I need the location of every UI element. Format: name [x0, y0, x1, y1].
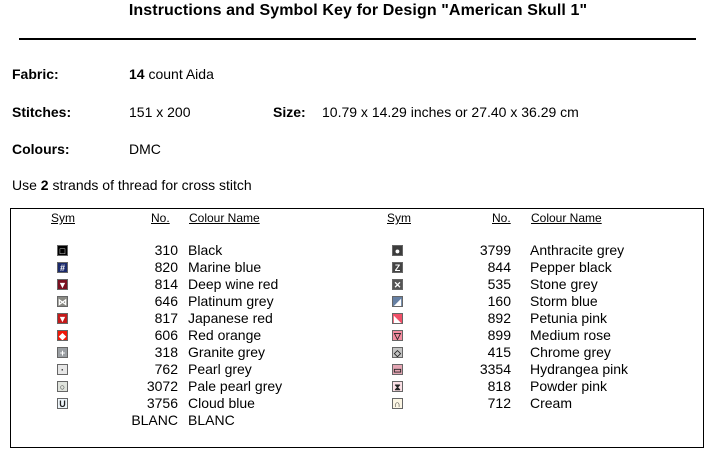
colour-name: Medium rose [530, 327, 611, 343]
dmc-number: 3072 [146, 378, 178, 394]
table-row [11, 310, 701, 327]
color-symbol-icon: ◣ [392, 313, 403, 324]
color-symbol-icon: # [57, 262, 68, 273]
color-symbol-icon: ⋈ [58, 297, 67, 307]
table-row [11, 293, 701, 310]
colour-name: Deep wine red [188, 276, 279, 292]
color-symbol-icon: ◆ [57, 330, 68, 341]
dmc-number: 817 [154, 310, 178, 326]
dmc-number: 762 [154, 361, 178, 377]
fabric-count: 14 [129, 66, 145, 82]
colour-name: Cloud blue [188, 395, 255, 411]
color-symbol-icon: ▭ [393, 365, 402, 375]
color-symbol-icon: ▼ [58, 314, 67, 324]
colour-name: Pale pearl grey [188, 378, 283, 394]
instruction-text [12, 177, 252, 193]
color-symbol-icon: Z [392, 262, 403, 273]
fabric-value [129, 66, 214, 82]
dmc-number: 820 [154, 259, 178, 275]
colour-name: Powder pink [530, 378, 608, 394]
color-symbol-icon: ▼ [58, 280, 67, 290]
color-symbol-icon: ∩ [392, 398, 403, 409]
color-symbol-icon: ○ [57, 381, 68, 392]
dmc-number: 318 [154, 344, 178, 360]
colours-label: Colours: [12, 141, 70, 157]
colour-name: Hydrangea pink [530, 361, 629, 377]
table-row [11, 361, 701, 378]
dmc-number: 3756 [146, 395, 178, 411]
header-no-left: No. [151, 211, 170, 225]
symbol-key-table [10, 208, 704, 448]
table-row [11, 327, 701, 344]
table-row [11, 378, 701, 395]
dmc-number: 415 [487, 344, 511, 360]
colour-name: Pepper black [530, 259, 612, 275]
page-title: Instructions and Symbol Key for Design "American Skull 1" [128, 2, 588, 19]
colour-name: Chrome grey [530, 344, 611, 360]
color-symbol-icon: U [57, 398, 68, 409]
header-name-left: Colour Name [189, 211, 260, 225]
dmc-number: 535 [487, 276, 511, 292]
header-name-right: Colour Name [531, 211, 602, 225]
header-no-right: No. [492, 211, 511, 225]
dmc-number: 3354 [479, 361, 511, 377]
fabric-label: Fabric: [12, 66, 59, 82]
table-row [11, 242, 701, 259]
dmc-number: 646 [154, 293, 178, 309]
dmc-number: 818 [487, 378, 511, 394]
table-row [11, 344, 701, 361]
size-label: Size: [273, 104, 306, 120]
color-symbol-icon: ⧗ [392, 381, 403, 392]
instruction-pre: Use [12, 177, 41, 193]
stitches-value: 151 x 200 [129, 104, 191, 120]
fabric-rest: count Aida [144, 66, 214, 82]
dmc-number: 844 [487, 259, 511, 275]
colour-name: Marine blue [188, 259, 262, 275]
table-row [11, 395, 701, 412]
dmc-number: BLANC [131, 412, 178, 428]
color-symbol-icon: □ [57, 245, 68, 256]
colour-name: Cream [530, 395, 573, 411]
instruction-strands: 2 [40, 177, 49, 193]
colour-name: Pearl grey [188, 361, 252, 377]
colour-name: Japanese red [188, 310, 273, 326]
size-value: 10.79 x 14.29 inches or 27.40 x 36.29 cm [322, 104, 579, 120]
dmc-number: 3799 [479, 242, 511, 258]
colour-name: BLANC [188, 412, 235, 428]
colour-name: Platinum grey [188, 293, 274, 309]
color-symbol-icon: ▽ [392, 330, 403, 341]
colours-value: DMC [129, 141, 161, 157]
dmc-number: 892 [487, 310, 511, 326]
header-sym-right: Sym [387, 211, 411, 225]
color-symbol-icon: ✕ [393, 280, 402, 290]
colour-name: Petunia pink [530, 310, 608, 326]
colour-name: Storm blue [530, 293, 598, 309]
colour-name: Black [188, 242, 223, 258]
instruction-post: strands of thread for cross stitch [48, 177, 252, 193]
dmc-number: 310 [154, 242, 178, 258]
table-row [11, 412, 701, 429]
colour-name: Red orange [188, 327, 262, 343]
color-symbol-icon: · [57, 364, 68, 375]
colour-name: Stone grey [530, 276, 598, 292]
table-row [11, 276, 701, 293]
dmc-number: 606 [154, 327, 178, 343]
dmc-number: 814 [154, 276, 178, 292]
dmc-number: 899 [487, 327, 511, 343]
table-row [11, 259, 701, 276]
colour-name: Granite grey [188, 344, 266, 360]
stitches-label: Stitches: [12, 104, 72, 120]
color-symbol-icon [57, 415, 68, 426]
dmc-number: 160 [487, 293, 511, 309]
color-symbol-icon: ● [392, 245, 403, 256]
colour-name: Anthracite grey [530, 242, 625, 258]
color-symbol-icon: ◢ [392, 296, 403, 307]
color-symbol-icon: + [57, 347, 68, 358]
dmc-number: 712 [487, 395, 511, 411]
title-rule [19, 38, 696, 40]
header-sym-left: Sym [51, 211, 75, 225]
color-symbol-icon: ◇ [392, 347, 403, 358]
